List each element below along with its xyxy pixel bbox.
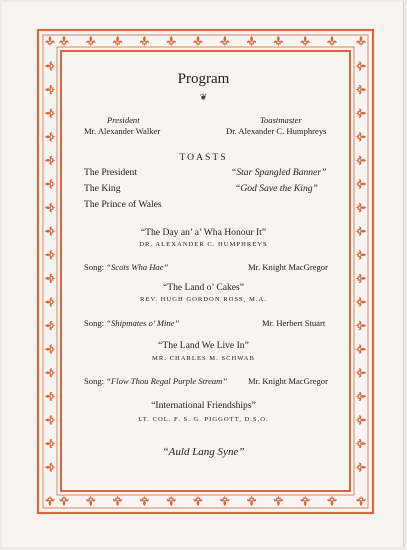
fleur-de-lis-icon [356,61,367,70]
toastmaster-title: Toastmaster [260,115,302,125]
speech-title: “The Day an’ a’ Wha Honour It” [140,227,267,238]
fleur-de-lis-icon [301,36,310,47]
fleur-de-lis-icon [86,496,95,507]
fleur-de-lis-icon [167,496,176,507]
fleur-de-lis-icon [356,496,365,507]
fleur-de-lis-icon [247,496,256,507]
song-title: “Shipmates o’ Mine” [106,318,180,328]
fleur-de-lis-icon [45,368,56,377]
toast-item: The King [84,183,121,194]
fleur-de-lis-icon [45,132,56,141]
speech-speaker: REV. HUGH GORDON ROSS, M.A. [140,296,267,303]
singer: Mr. Herbert Stuart [262,318,326,328]
fleur-de-lis-icon [220,496,229,507]
song-title: “Flow Thou Regal Purple Stream” [106,376,228,386]
fleur-de-lis-icon [356,109,367,118]
speech-speaker: LT. COL. F. S. G. PIGGOTT, D.S.O. [138,416,269,423]
fleur-de-lis-icon [45,463,56,472]
fleur-de-lis-icon [356,368,367,377]
speech-speaker: DR. ALEXANDER C. HUMPHREYS [139,241,268,248]
fleur-de-lis-icon [113,36,122,47]
fleur-de-lis-icon [327,496,336,507]
fleur-de-lis-icon [45,321,56,330]
singer: Mr. Knight MacGregor [248,262,328,272]
speech-title: “International Friendships” [151,400,256,411]
toast-song: “Star Spangled Banner” [231,167,327,178]
fleur-de-lis-icon [327,36,336,47]
fleur-de-lis-icon [356,321,367,330]
fleur-de-lis-icon [247,36,256,47]
fleur-de-lis-icon [356,203,367,212]
fleur-de-lis-icon [140,36,149,47]
toasts-heading: TOASTS [179,152,228,163]
singer: Mr. Knight MacGregor [248,376,328,386]
toast-song: “God Save the King” [235,183,318,194]
closing-song: “Auld Lang Syne” [162,446,245,458]
fleur-de-lis-icon [356,463,367,472]
fleur-de-lis-icon [45,496,54,507]
fleur-de-lis-icon [45,203,56,212]
president-title: President [107,115,140,125]
fleur-de-lis-icon [274,496,283,507]
program-title: Program [177,71,230,87]
fleur-de-lis-icon [356,132,367,141]
fleur-de-lis-icon [45,109,56,118]
fleur-de-lis-icon [356,250,367,259]
toast-item: The Prince of Wales [84,199,162,210]
toast-item: The President [84,167,138,178]
song-prefix: Song: [84,318,107,328]
fleur-de-lis-icon [45,36,54,47]
song-prefix: Song: [84,262,107,272]
fleur-de-lis-icon [140,496,149,507]
fleur-de-lis-icon [193,36,202,47]
fleur-de-lis-icon [45,179,56,188]
speech-title: “The Land o’ Cakes” [162,282,245,293]
fleur-de-lis-icon [45,61,56,70]
song-prefix: Song: [84,376,107,386]
president-name: Mr. Alexander Walker [84,126,161,136]
fleur-de-lis-icon [193,496,202,507]
fleur-de-lis-icon [59,36,68,47]
fleur-de-lis-icon [59,496,68,507]
song-title: “Scots Wha Hae” [106,262,169,272]
fleur-de-lis-icon [45,250,56,259]
speech-speaker: MR. CHARLES M. SCHWAB [152,355,255,362]
fleur-de-lis-icon [301,496,310,507]
fleur-de-lis-icon [113,496,122,507]
fleur-de-lis-icon [356,36,365,47]
fleur-de-lis-icon [220,36,229,47]
speech-title: “The Land We Live In” [158,340,249,351]
fleur-de-lis-icon [167,36,176,47]
fleur-de-lis-icon [86,36,95,47]
fleur-de-lis-icon [274,36,283,47]
fleur-de-lis-icon [356,179,367,188]
toastmaster-name: Dr. Alexander C. Humphreys [226,126,327,136]
ornament-icon: ❦ [199,92,208,102]
